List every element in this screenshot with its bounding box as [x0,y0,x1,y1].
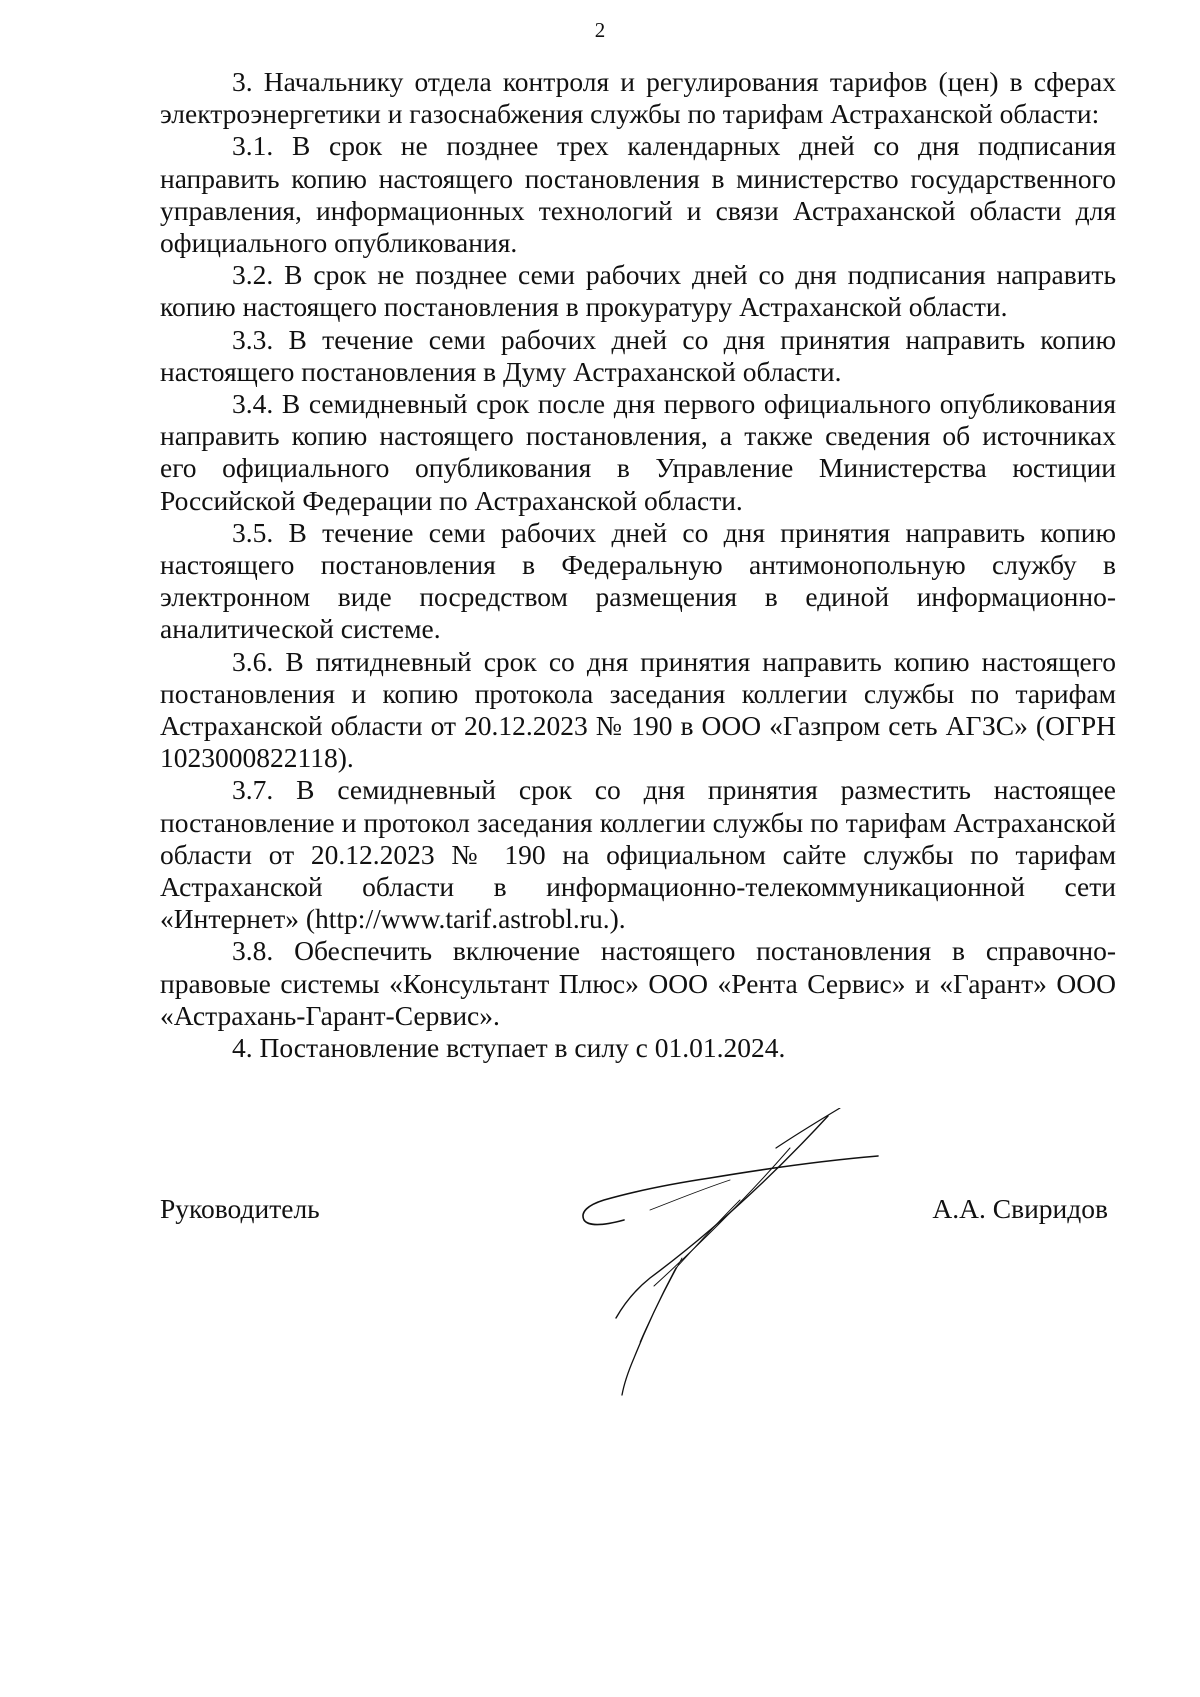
paragraph-3-7: 3.7. В семидневный срок со дня принятия разместить настоящее постановление и протокол заседания коллегии службы по тарифам Астраханской области от 20.12.2023 № 190 на официальном сайте службы по тарифам Астраханской области в информационно-телекоммуникационной сети «Интернет» (http://www.tarif.astrobl.ru.). [160,774,1116,935]
page-number: 2 [594,18,606,42]
paragraph-3-4: 3.4. В семидневный срок после дня первого официального опубликования направить копию настоящего постановления, а также сведения об источниках его официального опубликования в Управление Министерства юстиции Российской Федерации по Астраханской области. [160,388,1116,516]
document-body [160,66,1116,1064]
paragraph-3-2: 3.2. В срок не позднее семи рабочих дней со дня подписания направить копию настоящего постановления в прокуратуру Астраханской области. [160,259,1116,323]
paragraph-3-8: 3.8. Обеспечить включение настоящего постановления в справочно-правовые системы «Консультант Плюс» ООО «Рента Сервис» и «Гарант» ООО «Астрахань-Гарант-Сервис». [160,935,1116,1031]
paragraph-3: 3. Начальнику отдела контроля и регулирования тарифов (цен) в сферах электроэнергетики и газоснабжения службы по тарифам Астраханской области: [160,66,1116,130]
paragraph-3-3: 3.3. В течение семи рабочих дней со дня принятия направить копию настоящего постановления в Думу Астраханской области. [160,323,1116,387]
paragraph-3-1: 3.1. В срок не позднее трех календарных дней со дня подписания направить копию настоящего постановления в министерство государственного управления, информационных технологий и связи Астраханской области для официального опубликования. [160,130,1116,259]
handwritten-signature [580,1108,890,1398]
paragraph-3-6: 3.6. В пятидневный срок со дня принятия направить копию настоящего постановления и копию протокола заседания коллегии службы по тарифам Астраханской области от 20.12.2023 № 190 в ООО «Газпром сеть АГЗС» (ОГРН 1023000822118). [160,645,1116,774]
signer-title: Руководитель [160,1193,320,1224]
paragraph-4: 4. Постановление вступает в силу с 01.01.2024. [232,1032,786,1064]
paragraph-3-5: 3.5. В течение семи рабочих дней со дня принятия направить копию настоящего постановления в Федеральную антимонопольную службу в электронном виде посредством размещения в единой информационно-аналитической системе. [160,516,1116,645]
signer-name: А.А. Свиридов [932,1193,1108,1224]
